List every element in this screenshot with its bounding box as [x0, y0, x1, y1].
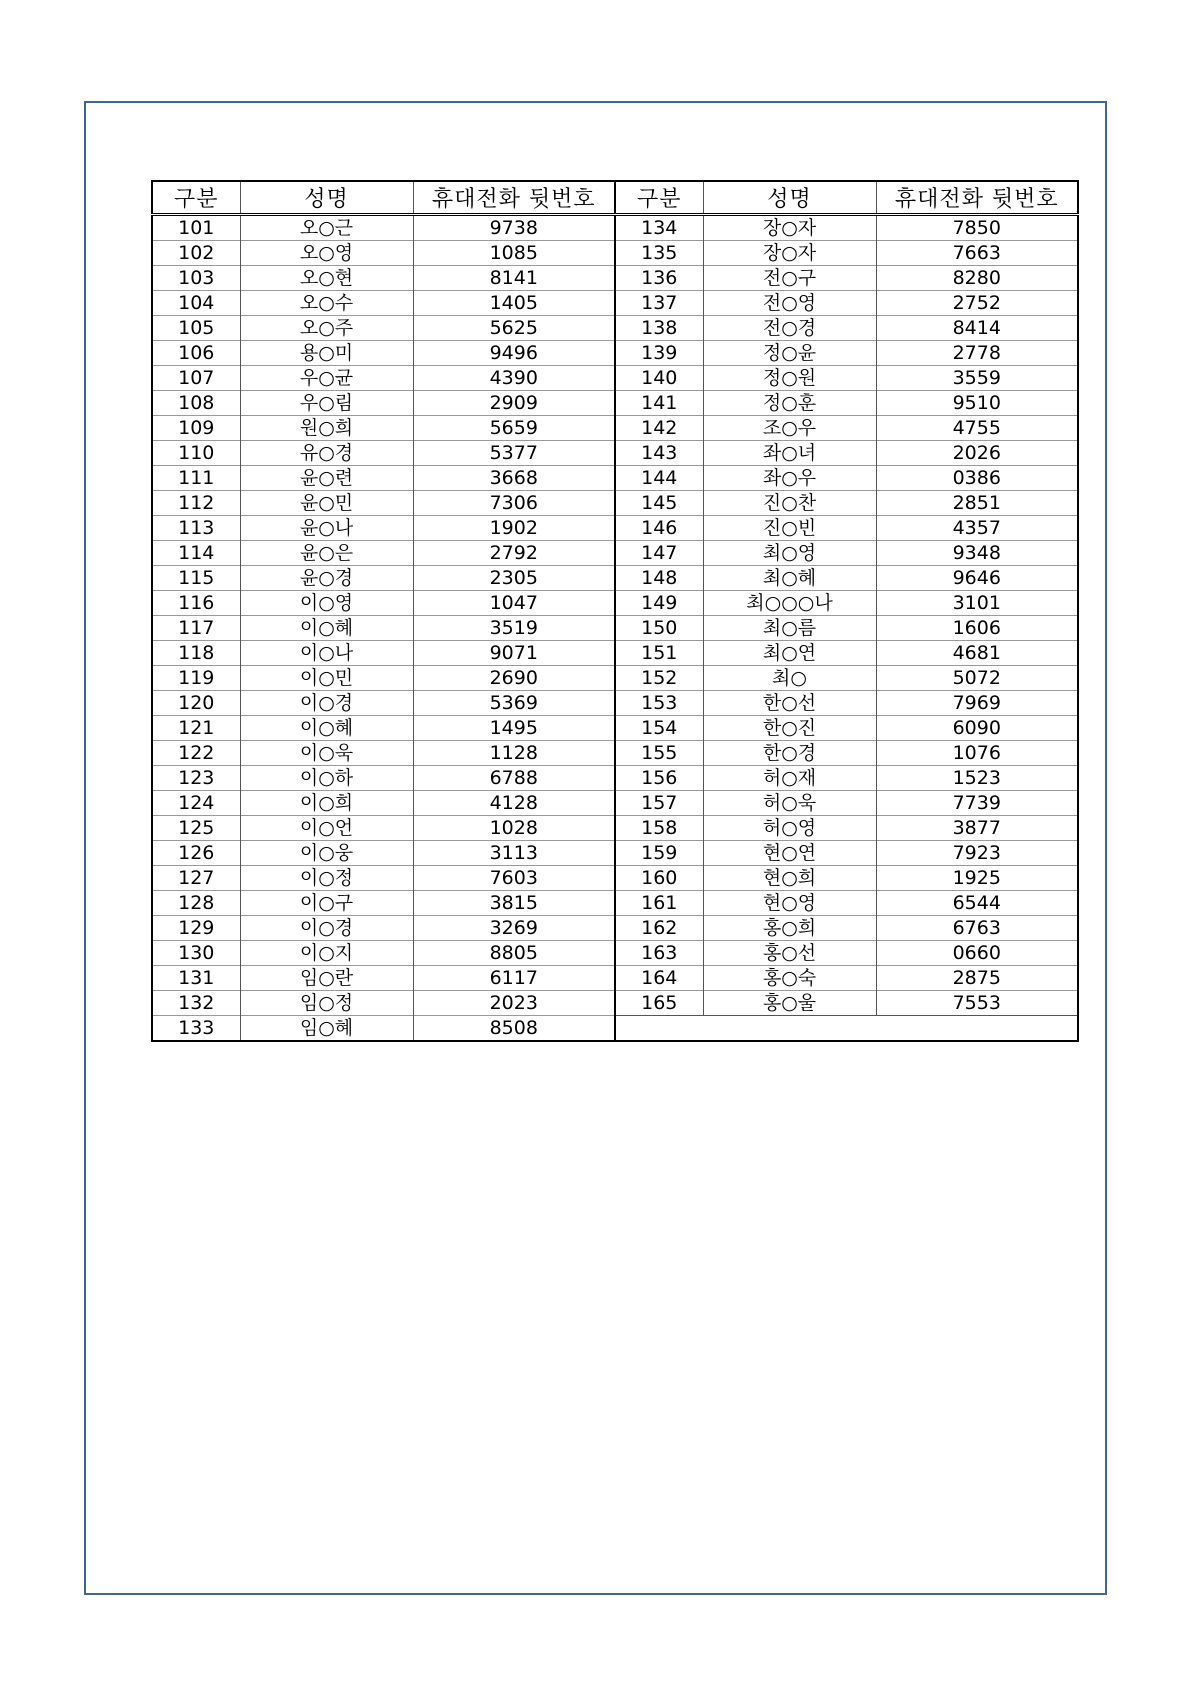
cell-name-right: 최○○○나: [703, 591, 876, 616]
cell-name-left: 이○혜: [240, 716, 413, 741]
cell-number-right: 155: [615, 741, 703, 766]
cell-name-left: 임○란: [240, 966, 413, 991]
cell-number-right: 146: [615, 516, 703, 541]
cell-phone-left: 5659: [413, 416, 615, 441]
cell-name-right: 홍○선: [703, 941, 876, 966]
cell-phone-left: 3668: [413, 466, 615, 491]
table-row: [152, 866, 1078, 891]
cell-name-right: 정○윤: [703, 341, 876, 366]
cell-number-right: 165: [615, 991, 703, 1016]
cell-number-left: 104: [152, 291, 240, 316]
cell-number-left: 107: [152, 366, 240, 391]
cell-number-left: 131: [152, 966, 240, 991]
cell-phone-left: 4390: [413, 366, 615, 391]
cell-phone-right: 3877: [876, 816, 1078, 841]
table-row: [152, 591, 1078, 616]
cell-name-right: 정○훈: [703, 391, 876, 416]
table-row: [152, 491, 1078, 516]
cell-phone-left: 2909: [413, 391, 615, 416]
cell-number-left: 130: [152, 941, 240, 966]
cell-name-right: 정○원: [703, 366, 876, 391]
cell-phone-right: 2026: [876, 441, 1078, 466]
cell-phone-right: 6763: [876, 916, 1078, 941]
cell-phone-right: 7850: [876, 215, 1078, 241]
cell-number-left: 110: [152, 441, 240, 466]
cell-phone-left: 1405: [413, 291, 615, 316]
table-row: [152, 841, 1078, 866]
cell-number-right: 161: [615, 891, 703, 916]
cell-number-left: 127: [152, 866, 240, 891]
cell-name-right: 현○희: [703, 866, 876, 891]
table-row: [152, 891, 1078, 916]
roster-table: [151, 180, 1079, 1042]
cell-name-right: 한○진: [703, 716, 876, 741]
cell-phone-right: 3101: [876, 591, 1078, 616]
cell-phone-left: 1495: [413, 716, 615, 741]
table-row: [152, 791, 1078, 816]
cell-phone-left: 5369: [413, 691, 615, 716]
table-row: [152, 466, 1078, 491]
cell-number-left: 120: [152, 691, 240, 716]
cell-name-left: 이○지: [240, 941, 413, 966]
cell-name-right: 홍○숙: [703, 966, 876, 991]
cell-name-left: 이○정: [240, 866, 413, 891]
table-row: [152, 741, 1078, 766]
cell-phone-right: 8280: [876, 266, 1078, 291]
cell-number-left: 112: [152, 491, 240, 516]
cell-phone-right: 9348: [876, 541, 1078, 566]
cell-name-left: 오○근: [240, 215, 413, 241]
cell-number-left: 119: [152, 666, 240, 691]
cell-name-right: 최○: [703, 666, 876, 691]
cell-phone-right: 4681: [876, 641, 1078, 666]
cell-number-right: 148: [615, 566, 703, 591]
header-name-left: 성명: [240, 181, 413, 215]
cell-phone-left: 2792: [413, 541, 615, 566]
cell-number-right: 144: [615, 466, 703, 491]
cell-phone-right: 9646: [876, 566, 1078, 591]
cell-name-right: 현○연: [703, 841, 876, 866]
cell-number-left: 106: [152, 341, 240, 366]
cell-name-right: 전○구: [703, 266, 876, 291]
header-name-right: 성명: [703, 181, 876, 215]
table-row: [152, 966, 1078, 991]
cell-name-left: 이○경: [240, 691, 413, 716]
cell-number-left: 111: [152, 466, 240, 491]
cell-phone-right: 1925: [876, 866, 1078, 891]
cell-phone-right: 1523: [876, 766, 1078, 791]
cell-name-left: 이○영: [240, 591, 413, 616]
cell-name-right: 장○자: [703, 241, 876, 266]
cell-number-left: 102: [152, 241, 240, 266]
cell-phone-left: 5625: [413, 316, 615, 341]
cell-name-left: 이○웅: [240, 841, 413, 866]
cell-name-right: 허○욱: [703, 791, 876, 816]
table-row: [152, 341, 1078, 366]
cell-name-right: 진○찬: [703, 491, 876, 516]
cell-number-left: 132: [152, 991, 240, 1016]
cell-number-right: 138: [615, 316, 703, 341]
cell-phone-left: 8805: [413, 941, 615, 966]
cell-phone-left: 1902: [413, 516, 615, 541]
cell-name-left: 우○림: [240, 391, 413, 416]
cell-phone-right: 7969: [876, 691, 1078, 716]
cell-name-left: 유○경: [240, 441, 413, 466]
table-row: [152, 215, 1078, 241]
cell-number-right: 162: [615, 916, 703, 941]
cell-number-left: 128: [152, 891, 240, 916]
cell-number-left: 129: [152, 916, 240, 941]
table-row: [152, 291, 1078, 316]
cell-phone-left: 9738: [413, 215, 615, 241]
cell-name-right: 허○재: [703, 766, 876, 791]
cell-number-right: 139: [615, 341, 703, 366]
header-number-right: 구분: [615, 181, 703, 215]
cell-name-left: 임○혜: [240, 1016, 413, 1042]
cell-phone-right: 1076: [876, 741, 1078, 766]
table-row: [152, 416, 1078, 441]
cell-phone-left: 6117: [413, 966, 615, 991]
cell-number-right: 143: [615, 441, 703, 466]
cell-phone-right: 0386: [876, 466, 1078, 491]
cell-number-right: 140: [615, 366, 703, 391]
cell-name-left: 이○혜: [240, 616, 413, 641]
table-row: [152, 916, 1078, 941]
cell-name-right: 홍○희: [703, 916, 876, 941]
cell-number-left: 109: [152, 416, 240, 441]
cell-name-right: 한○경: [703, 741, 876, 766]
table-row: [152, 616, 1078, 641]
cell-phone-left: 3815: [413, 891, 615, 916]
cell-number-right: 160: [615, 866, 703, 891]
cell-number-left: 114: [152, 541, 240, 566]
table-row: [152, 716, 1078, 741]
cell-number-right: 150: [615, 616, 703, 641]
cell-name-right: 전○영: [703, 291, 876, 316]
cell-phone-left: 1085: [413, 241, 615, 266]
empty-cell: [615, 1016, 1078, 1042]
cell-number-left: 115: [152, 566, 240, 591]
cell-number-right: 152: [615, 666, 703, 691]
cell-phone-left: 7603: [413, 866, 615, 891]
cell-phone-right: 4755: [876, 416, 1078, 441]
cell-phone-right: 3559: [876, 366, 1078, 391]
cell-name-right: 최○연: [703, 641, 876, 666]
cell-phone-left: 7306: [413, 491, 615, 516]
cell-name-left: 임○정: [240, 991, 413, 1016]
cell-number-right: 163: [615, 941, 703, 966]
cell-phone-left: 2305: [413, 566, 615, 591]
cell-number-right: 164: [615, 966, 703, 991]
cell-phone-left: 3113: [413, 841, 615, 866]
cell-name-left: 오○현: [240, 266, 413, 291]
table-row: [152, 366, 1078, 391]
cell-number-right: 135: [615, 241, 703, 266]
table-row: [152, 941, 1078, 966]
cell-phone-left: 8508: [413, 1016, 615, 1042]
cell-number-right: 147: [615, 541, 703, 566]
cell-phone-left: 9071: [413, 641, 615, 666]
cell-phone-right: 7739: [876, 791, 1078, 816]
cell-name-left: 이○민: [240, 666, 413, 691]
cell-number-right: 157: [615, 791, 703, 816]
cell-number-right: 142: [615, 416, 703, 441]
header-row: [152, 181, 1078, 215]
table-row: [152, 516, 1078, 541]
cell-phone-right: 6544: [876, 891, 1078, 916]
cell-phone-left: 8141: [413, 266, 615, 291]
cell-number-left: 116: [152, 591, 240, 616]
cell-number-right: 141: [615, 391, 703, 416]
cell-phone-right: 5072: [876, 666, 1078, 691]
cell-name-right: 최○혜: [703, 566, 876, 591]
cell-number-left: 105: [152, 316, 240, 341]
cell-phone-right: 0660: [876, 941, 1078, 966]
cell-phone-left: 2023: [413, 991, 615, 1016]
cell-phone-right: 2875: [876, 966, 1078, 991]
header-phone-left: 휴대전화 뒷번호: [413, 181, 615, 215]
cell-name-left: 이○언: [240, 816, 413, 841]
cell-phone-left: 6788: [413, 766, 615, 791]
cell-phone-left: 3519: [413, 616, 615, 641]
cell-phone-right: 6090: [876, 716, 1078, 741]
cell-name-right: 전○경: [703, 316, 876, 341]
cell-phone-left: 5377: [413, 441, 615, 466]
cell-number-right: 156: [615, 766, 703, 791]
table-row: [152, 541, 1078, 566]
cell-number-left: 126: [152, 841, 240, 866]
table-row: [152, 766, 1078, 791]
table-row: [152, 991, 1078, 1016]
cell-name-right: 조○우: [703, 416, 876, 441]
table-row: [152, 266, 1078, 291]
cell-number-left: 121: [152, 716, 240, 741]
cell-name-left: 용○미: [240, 341, 413, 366]
cell-number-left: 133: [152, 1016, 240, 1042]
cell-name-left: 윤○은: [240, 541, 413, 566]
cell-phone-right: 4357: [876, 516, 1078, 541]
cell-name-left: 이○희: [240, 791, 413, 816]
cell-number-right: 137: [615, 291, 703, 316]
cell-phone-left: 9496: [413, 341, 615, 366]
cell-phone-right: 9510: [876, 391, 1078, 416]
cell-phone-left: 3269: [413, 916, 615, 941]
cell-name-right: 최○영: [703, 541, 876, 566]
cell-name-left: 오○주: [240, 316, 413, 341]
cell-name-left: 윤○민: [240, 491, 413, 516]
cell-phone-right: 2752: [876, 291, 1078, 316]
cell-phone-left: 4128: [413, 791, 615, 816]
cell-phone-right: 2778: [876, 341, 1078, 366]
table-row: [152, 816, 1078, 841]
table-row: [152, 1016, 1078, 1042]
cell-number-left: 123: [152, 766, 240, 791]
cell-name-right: 좌○우: [703, 466, 876, 491]
cell-name-left: 이○나: [240, 641, 413, 666]
table-row: [152, 691, 1078, 716]
table-row: [152, 241, 1078, 266]
table-row: [152, 391, 1078, 416]
cell-number-left: 125: [152, 816, 240, 841]
cell-phone-left: 1047: [413, 591, 615, 616]
cell-phone-right: 2851: [876, 491, 1078, 516]
cell-number-right: 153: [615, 691, 703, 716]
cell-name-right: 현○영: [703, 891, 876, 916]
table-row: [152, 666, 1078, 691]
header-number-left: 구분: [152, 181, 240, 215]
table-row: [152, 566, 1078, 591]
cell-number-left: 118: [152, 641, 240, 666]
cell-phone-left: 1028: [413, 816, 615, 841]
cell-phone-right: 8414: [876, 316, 1078, 341]
cell-number-left: 122: [152, 741, 240, 766]
table-row: [152, 316, 1078, 341]
cell-name-right: 진○빈: [703, 516, 876, 541]
cell-phone-left: 1128: [413, 741, 615, 766]
cell-number-left: 113: [152, 516, 240, 541]
cell-number-right: 159: [615, 841, 703, 866]
cell-phone-right: 7663: [876, 241, 1078, 266]
cell-phone-left: 2690: [413, 666, 615, 691]
cell-number-left: 124: [152, 791, 240, 816]
cell-name-right: 장○자: [703, 215, 876, 241]
cell-number-left: 101: [152, 215, 240, 241]
cell-name-right: 한○선: [703, 691, 876, 716]
cell-name-right: 허○영: [703, 816, 876, 841]
table-row: [152, 441, 1078, 466]
roster-body: [152, 215, 1078, 1042]
cell-name-left: 이○욱: [240, 741, 413, 766]
cell-name-left: 이○하: [240, 766, 413, 791]
header-phone-right: 휴대전화 뒷번호: [876, 181, 1078, 215]
cell-name-right: 최○름: [703, 616, 876, 641]
cell-number-right: 154: [615, 716, 703, 741]
cell-name-left: 이○경: [240, 916, 413, 941]
cell-phone-right: 7923: [876, 841, 1078, 866]
cell-phone-right: 7553: [876, 991, 1078, 1016]
cell-name-left: 윤○경: [240, 566, 413, 591]
cell-name-left: 오○영: [240, 241, 413, 266]
cell-number-right: 134: [615, 215, 703, 241]
cell-name-left: 우○균: [240, 366, 413, 391]
cell-name-left: 원○희: [240, 416, 413, 441]
cell-name-right: 홍○울: [703, 991, 876, 1016]
cell-number-right: 145: [615, 491, 703, 516]
cell-number-right: 136: [615, 266, 703, 291]
cell-name-left: 윤○나: [240, 516, 413, 541]
cell-name-left: 오○수: [240, 291, 413, 316]
cell-number-right: 149: [615, 591, 703, 616]
cell-name-left: 윤○련: [240, 466, 413, 491]
table-row: [152, 641, 1078, 666]
cell-number-right: 151: [615, 641, 703, 666]
cell-number-left: 103: [152, 266, 240, 291]
cell-number-left: 108: [152, 391, 240, 416]
cell-name-right: 좌○녀: [703, 441, 876, 466]
cell-number-right: 158: [615, 816, 703, 841]
cell-number-left: 117: [152, 616, 240, 641]
cell-phone-right: 1606: [876, 616, 1078, 641]
cell-name-left: 이○구: [240, 891, 413, 916]
